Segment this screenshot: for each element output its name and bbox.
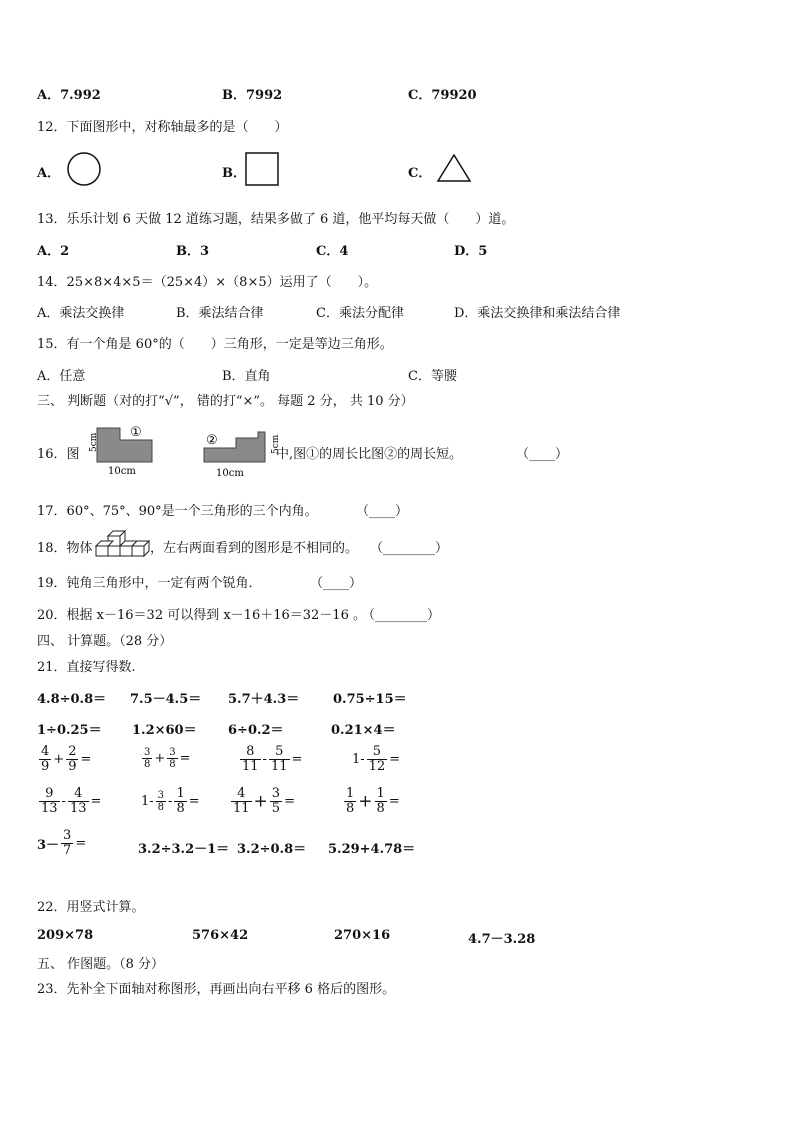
q23-stem: 23．先补全下面轴对称图形，再画出向右平移 6 格后的图形。	[37, 982, 396, 997]
figure-2-shape	[200, 428, 281, 480]
q17-answer-blank[interactable]: （____）	[356, 504, 409, 519]
section-3-heading: 三、 判断题（对的打“√”， 错的打“×”。 每题 2 分， 共 10 分）	[37, 394, 414, 409]
fraction-expr: 1- $\frac{3}{8}$ - $\frac{1}{8}$ =	[141, 786, 200, 816]
fig1-label: ①	[130, 425, 142, 440]
q14-option-c: C．乘法分配律	[316, 306, 404, 321]
vertical-calc-item: 209×78	[37, 928, 94, 943]
q20-text: 20．根据 x－16＝32 可以得到 x－16＋16＝32－16 。	[37, 608, 366, 623]
fig1-dim-height: 5cm	[89, 432, 99, 452]
q16-suffix: 中,图①的周长比图②的周长短。	[276, 447, 463, 462]
q13-option-c: C．4	[316, 244, 349, 259]
calc-item: 0.75÷15＝	[333, 692, 407, 707]
calc-item: 7.5－4.5＝	[130, 692, 202, 707]
q15-option-a: A．任意	[37, 369, 86, 384]
calc-item: 3.2÷3.2－1＝	[138, 842, 230, 857]
q13-option-b: B．3	[176, 244, 210, 259]
q13-option-d: D．5	[454, 244, 488, 259]
q15-option-b: B．直角	[222, 369, 271, 384]
fig1-dim-width: 10cm	[108, 466, 136, 477]
circle-figure	[66, 151, 102, 187]
q13-option-a: A．2	[37, 244, 70, 259]
q12-option-c: C．	[408, 166, 432, 181]
triangle-figure	[436, 153, 472, 183]
calc-item: 4.8÷0.8＝	[37, 692, 107, 707]
fig2-dim-width: 10cm	[216, 468, 244, 479]
q12-option-b: B．	[222, 166, 246, 181]
calc-item: 6÷0.2＝	[228, 723, 284, 738]
fraction-expr: $\frac{1}{8}$ + $\frac{1}{8}$ =	[346, 786, 400, 816]
calc-item: 1.2×60＝	[132, 723, 197, 738]
q17-text: 17．60°、75°、90°是一个三角形的三个内角。	[37, 504, 318, 519]
section-4-heading: 四、 计算题。（28 分）	[37, 634, 173, 649]
q11-option-a: A．7.992	[37, 88, 101, 103]
q12-stem: 12．下面图形中，对称轴最多的是（ ）	[37, 120, 288, 135]
q14-option-b: B．乘法结合律	[176, 306, 264, 321]
calc-item: 0.21×4＝	[331, 723, 396, 738]
q12-option-a: A．	[37, 166, 61, 181]
q18-suffix: ，左右两面看到的图形是不相同的。	[150, 541, 359, 556]
q18-answer-blank[interactable]: （________）	[370, 541, 449, 556]
fraction-expr: 1- $\frac{5}{12}$ =	[352, 744, 401, 774]
q11-option-c: C．79920	[408, 88, 477, 103]
q16-answer-blank[interactable]: （____）	[516, 447, 569, 462]
q15-stem: 15．有一个角是 60°的（ ）三角形，一定是等边三角形。	[37, 337, 393, 352]
calc-item: 5.29+4.78＝	[328, 842, 416, 857]
q14-option-d: D．乘法交换律和乘法结合律	[454, 306, 621, 321]
q19-answer-blank[interactable]: （____）	[310, 576, 363, 591]
fraction-expr: 3－ $\frac{3}{7}$ =	[37, 828, 87, 858]
vertical-calc-item: 576×42	[192, 928, 249, 943]
vertical-calc-item: 270×16	[334, 928, 391, 943]
section-5-heading: 五、 作图题。（8 分）	[37, 957, 165, 972]
q22-stem: 22．用竖式计算。	[37, 900, 145, 915]
q15-option-c: C．等腰	[408, 369, 457, 384]
figure-1-shape	[80, 424, 164, 476]
fraction-expr: $\frac{8}{11}$ - $\frac{5}{11}$ =	[242, 744, 303, 774]
cube-blocks-figure	[94, 524, 150, 558]
fig2-label: ②	[206, 433, 218, 448]
fraction-expr: $\frac{9}{13}$ - $\frac{4}{13}$ =	[41, 786, 102, 816]
q18-prefix: 18．物体	[37, 541, 93, 556]
q14-stem: 14．25×8×4×5＝（25×4）×（8×5）运用了（ ）。	[37, 275, 378, 290]
fig2-dim-height: 5cm	[271, 434, 281, 454]
q11-option-b: B．7992	[222, 88, 283, 103]
vertical-calc-item: 4.7－3.28	[468, 932, 536, 947]
q14-option-a: A．乘法交换律	[37, 306, 125, 321]
q19-text: 19．钝角三角形中，一定有两个锐角．	[37, 576, 262, 591]
q21-stem: 21．直接写得数.	[37, 660, 136, 675]
q20-answer-blank[interactable]: （________）	[362, 608, 441, 623]
q16-prefix: 16．图	[37, 447, 80, 462]
q13-stem: 13．乐乐计划 6 天做 12 道练习题，结果多做了 6 道，他平均每天做（ ）道。	[37, 212, 515, 227]
fraction-expr: $\frac{3}{8}$ + $\frac{3}{8}$ =	[144, 747, 191, 770]
calc-item: 3.2÷0.8＝	[237, 842, 307, 857]
fraction-expr: $\frac{4}{11}$ + $\frac{3}{5}$ =	[233, 786, 295, 816]
calc-item: 1÷0.25＝	[37, 723, 102, 738]
fraction-expr: $\frac{4}{9}$ + $\frac{2}{9}$ =	[41, 744, 92, 774]
calc-item: 5.7＋4.3＝	[228, 692, 300, 707]
square-figure	[245, 152, 279, 186]
